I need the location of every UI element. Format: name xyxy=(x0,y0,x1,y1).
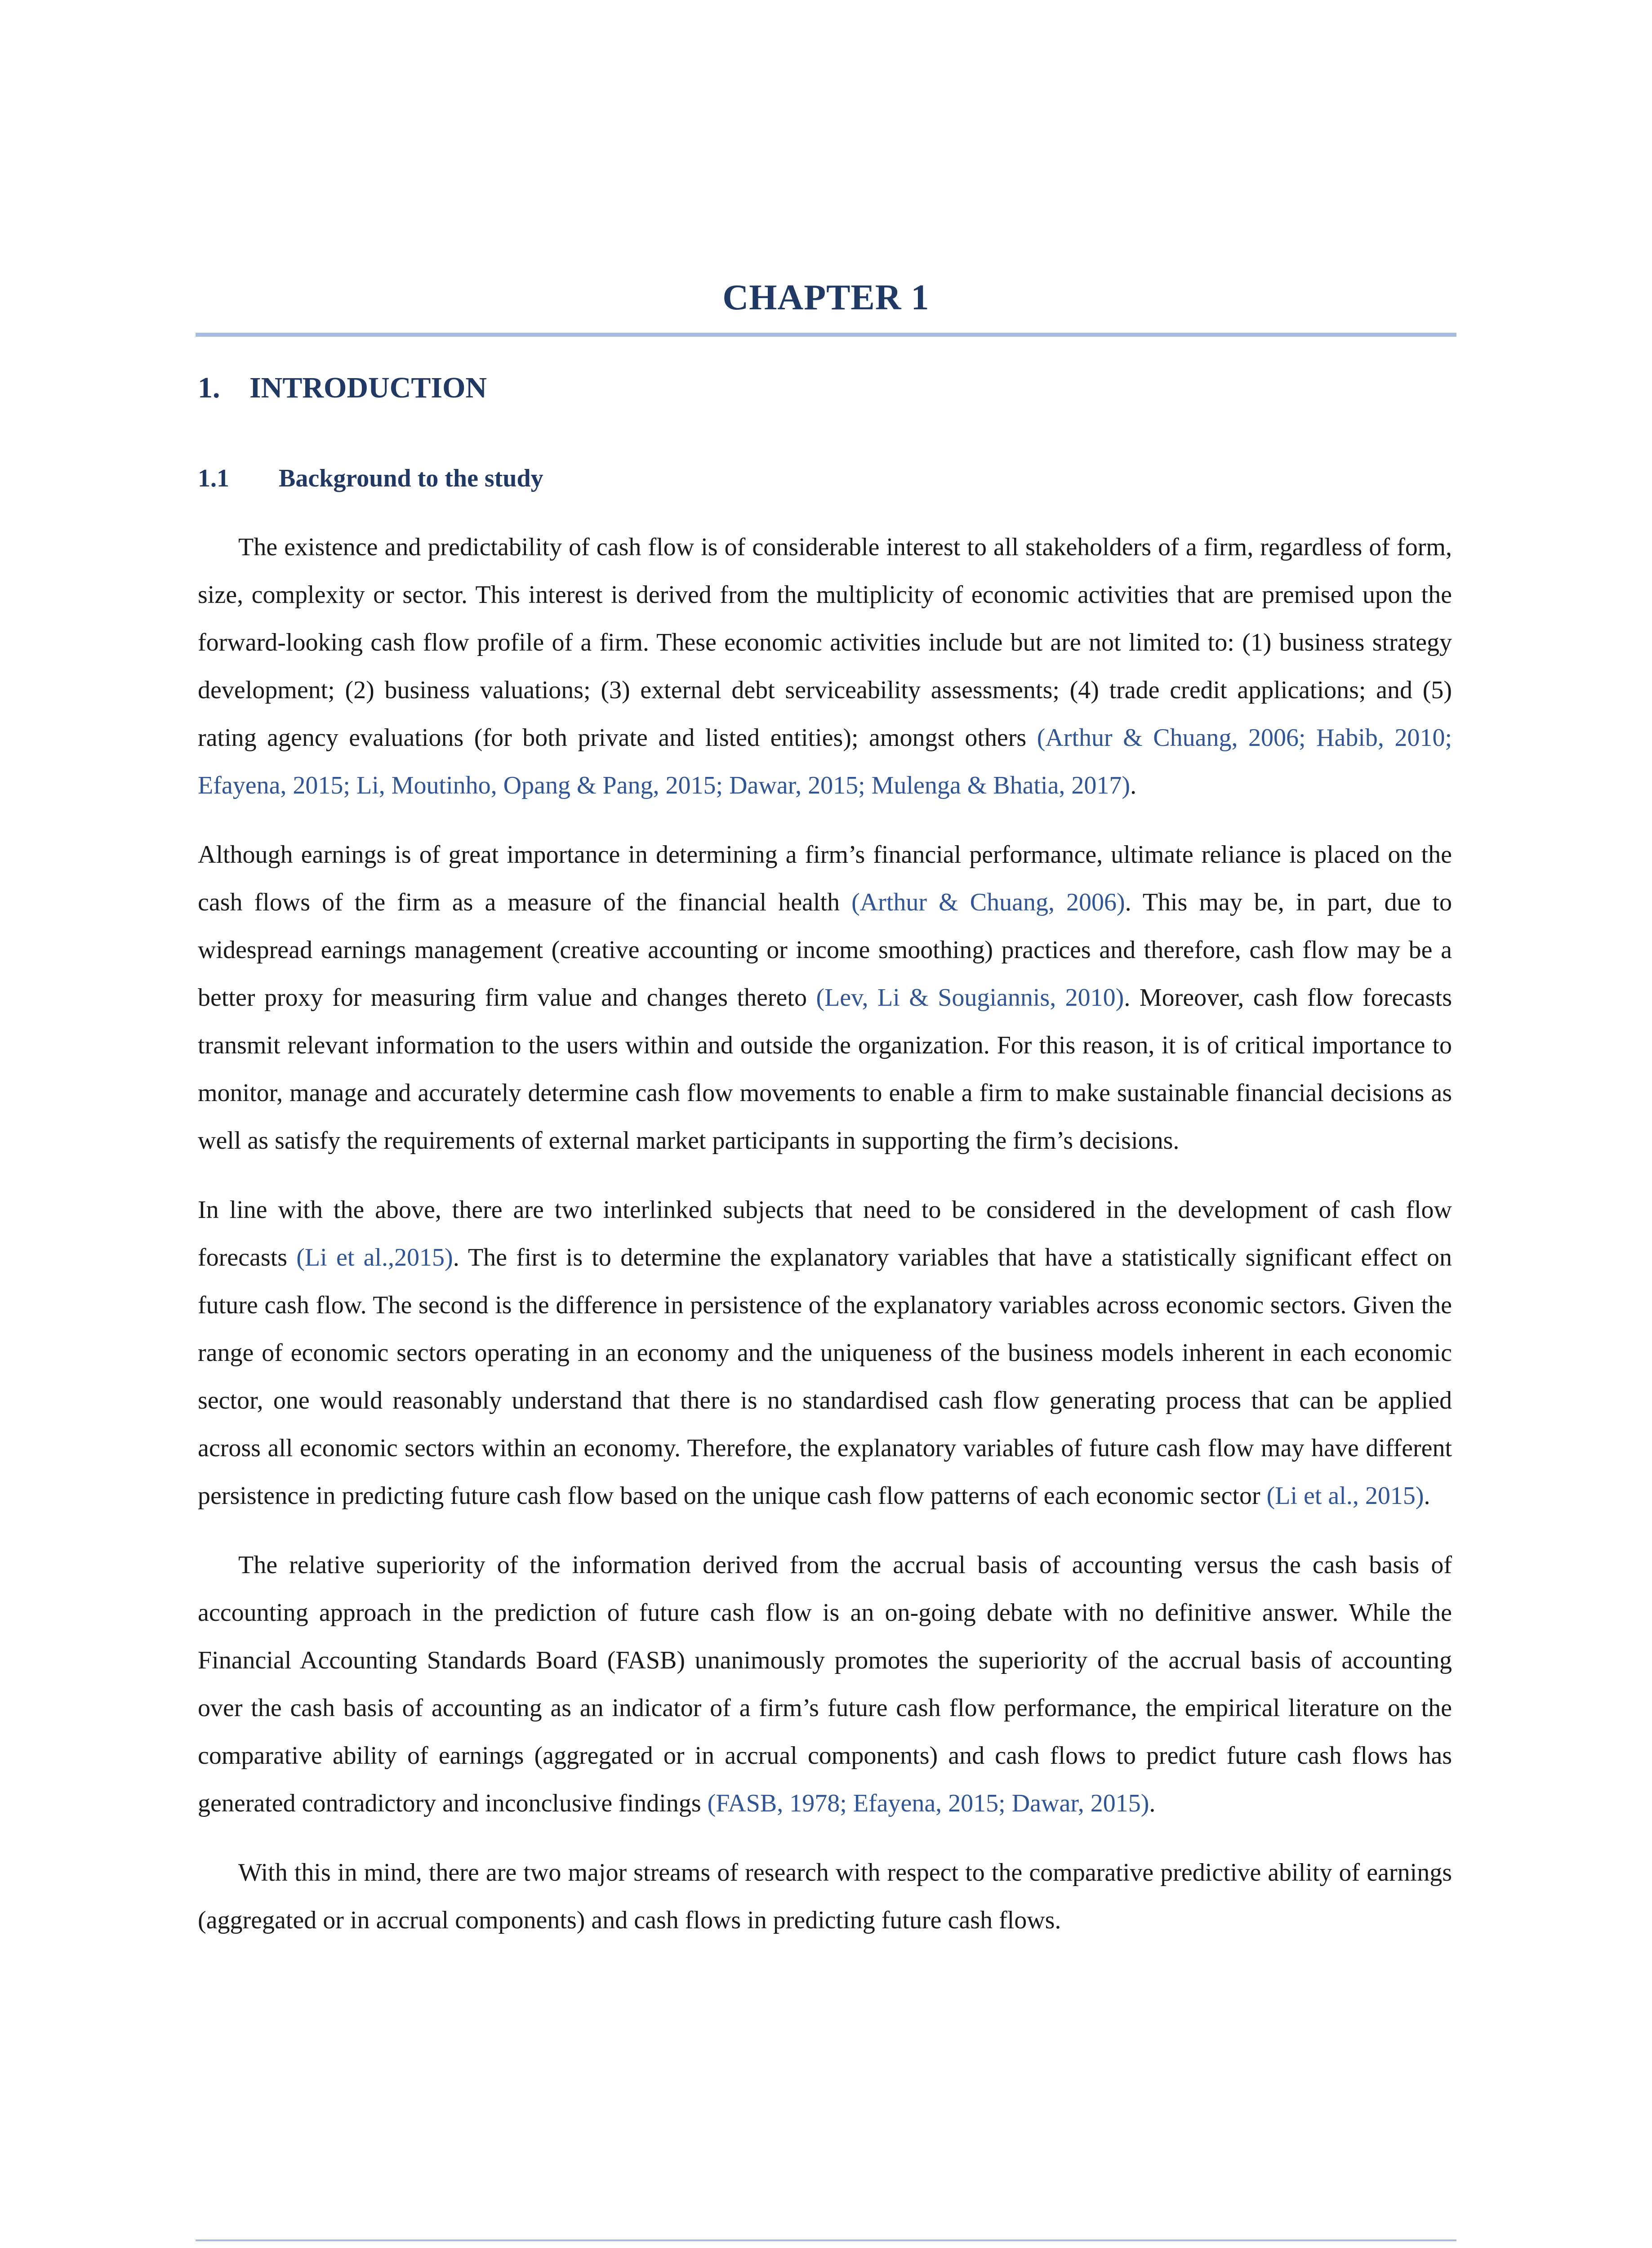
paragraph-3 xyxy=(198,1186,1452,1520)
body-text xyxy=(198,523,1452,1966)
citation: (Li et al., 2015) xyxy=(1266,1482,1424,1510)
paragraph-2 xyxy=(198,831,1452,1164)
paragraph-1 xyxy=(198,523,1452,809)
citation: (Lev, Li & Sougiannis, 2010) xyxy=(816,984,1124,1012)
paragraph-text: . Moreover, cash flow forecasts transmit relevant information to the users within and outside the organization. For this reason, it is of critical importance to monitor, manage and accurately determine cash flow movements to enable a firm to make sustainable financial decisions as well as satisfy the requirements of external market participants in supporting the firm’s decisions. xyxy=(198,984,1452,1155)
paragraph-text: . xyxy=(1424,1482,1430,1510)
paragraph-text: . xyxy=(1130,772,1137,799)
paragraph-text: The relative superiority of the information derived from the accrual basis of accounting versus the cash basis of accounting approach in the prediction of future cash flow is an on-going debate with no definitive answer. While the Financial Accounting Standards Board (FASB) unanimously promotes the superiority of the accrual basis of accounting over the cash basis of accounting as an indicator of a firm’s future cash flow performance, the empirical literature on the comparative ability of earnings (aggregated or in accrual components) and cash flows to predict future cash flows has generated contradictory and inconclusive findings xyxy=(198,1551,1452,1817)
section-title: INTRODUCTION xyxy=(249,371,487,404)
paragraph-text: . The first is to determine the explanatory variables that have a statistically significant effect on future cash flow. The second is the difference in persistence of the explanatory variables across economic sectors. Given the range of economic sectors operating in an economy and the uniqueness of the business models inherent in each economic sector, one would reasonably understand that there is no standardised cash flow generating process that can be applied across all economic sectors within an economy. Therefore, the explanatory variables of future cash flow may have different persistence in predicting future cash flow based on the unique cash flow patterns of each economic sector xyxy=(198,1244,1452,1510)
chapter-rule xyxy=(196,333,1456,337)
subsection-title: Background to the study xyxy=(279,464,543,492)
paragraph-4 xyxy=(198,1541,1452,1827)
subsection-heading xyxy=(198,466,543,491)
paragraph-text: . xyxy=(1149,1789,1156,1817)
subsection-number: 1.1 xyxy=(198,464,229,492)
paragraph-text: . This may be, in part, due to widespread earnings management (creative accounting or income smoothing) practices and therefore, cash flow may be a better proxy for measuring firm value and changes thereto xyxy=(198,888,1452,1012)
section-number: 1. xyxy=(198,371,220,404)
citation: (Arthur & Chuang, 2006; Habib, 2010; Efayena, 2015; Li, Moutinho, Opang & Pang, 2015; Dawar, 2015; Mulenga & Bhatia, 2017) xyxy=(198,724,1452,799)
citation: (Li et al.,2015) xyxy=(296,1244,453,1271)
chapter-title: CHAPTER 1 xyxy=(722,278,930,317)
paragraph-text: With this in mind, there are two major streams of research with respect to the comparative predictive ability of earnings (aggregated or in accrual components) and cash flows in predicting future cash flows. xyxy=(198,1859,1452,1934)
paragraph-text: Although earnings is of great importance in determining a firm’s financial performance, ultimate reliance is placed on the cash flows of the firm as a measure of the financial health xyxy=(198,841,1452,916)
paragraph-text: In line with the above, there are two interlinked subjects that need to be considered in the development of cash flow forecasts xyxy=(198,1196,1452,1271)
citation: (FASB, 1978; Efayena, 2015; Dawar, 2015) xyxy=(707,1789,1149,1817)
footer-rule xyxy=(196,2239,1456,2241)
paragraph-text: The existence and predictability of cash flow is of considerable interest to all stakeholders of a firm, regardless of form, size, complexity or sector. This interest is derived from the multiplicity of economic activities that are premised upon the forward-looking cash flow profile of a firm. These economic activities include but are not limited to: (1) business strategy development; (2) business valuations; (3) external debt serviceability assessments; (4) trade credit applications; and (5) rating agency evaluations (for both private and listed entities); amongst others xyxy=(198,533,1452,752)
section-heading xyxy=(198,373,487,403)
citation: (Arthur & Chuang, 2006) xyxy=(851,888,1125,916)
paragraph-5 xyxy=(198,1849,1452,1944)
